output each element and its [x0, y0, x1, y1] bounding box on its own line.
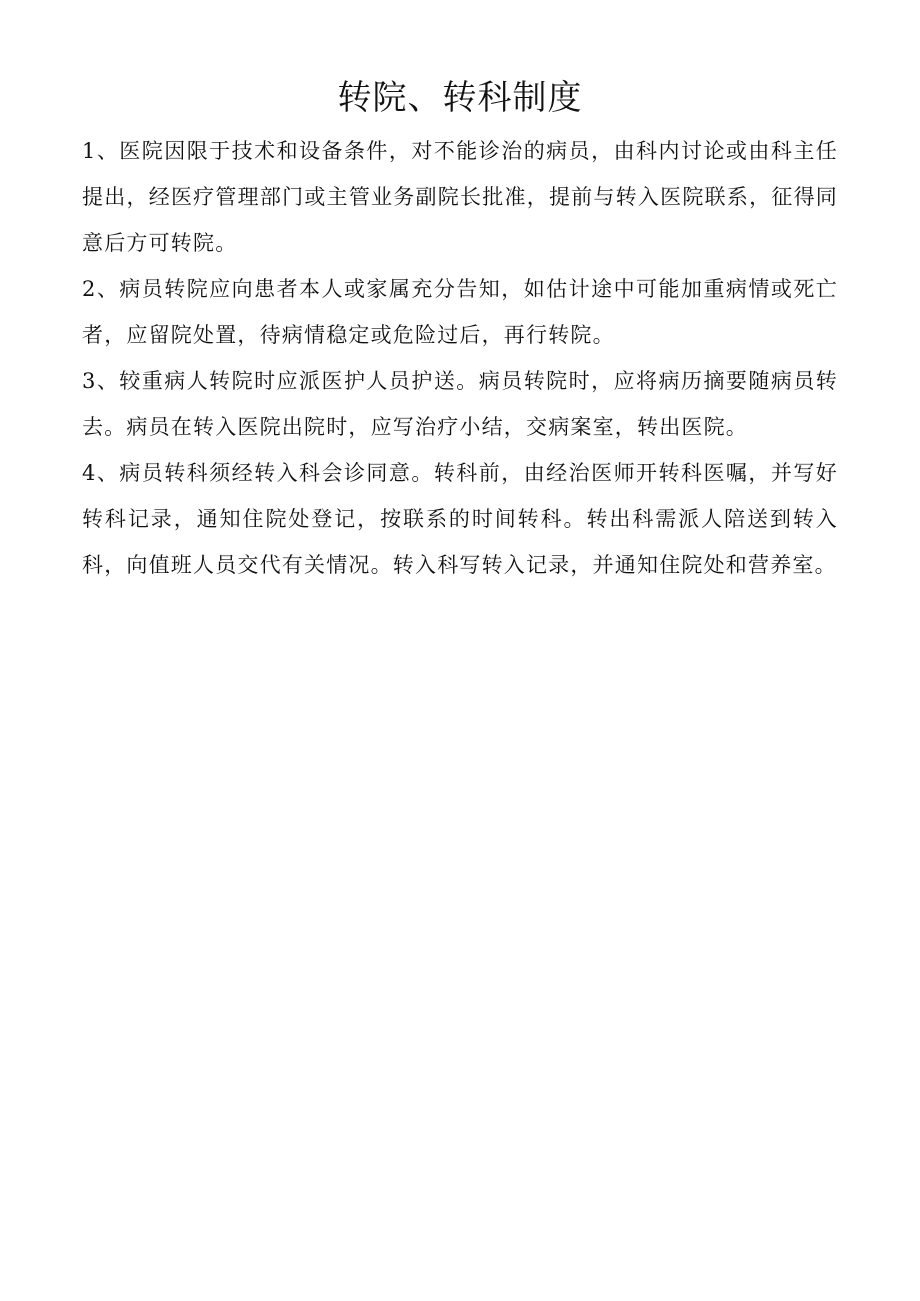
clause-2: 2、病员转院应向患者本人或家属充分告知，如估计途中可能加重病情或死亡者，应留院处置，待病情稳定或危险过后，再行转院。 — [82, 277, 838, 347]
clause-3: 3、较重病人转院时应派医护人员护送。病员转院时，应将病历摘要随病员转去。病员在转入医院出院时，应写治疗小结，交病案室，转出医院。 — [82, 369, 838, 439]
clause-list — [82, 128, 838, 588]
clause-1: 1、医院因限于技术和设备条件，对不能诊治的病员，由科内讨论或由科主任提出，经医疗管理部门或主管业务副院长批准，提前与转入医院联系，征得同意后方可转院。 — [82, 139, 838, 255]
clause-4: 4、病员转科须经转入科会诊同意。转科前，由经治医师开转科医嘱，并写好转科记录，通知住院处登记，按联系的时间转科。转出科需派人陪送到转入科，向值班人员交代有关情况。转入科写转入记录，并通知住院处和营养室。 — [82, 461, 838, 577]
document-title: 转院、转科制度 — [337, 78, 583, 118]
